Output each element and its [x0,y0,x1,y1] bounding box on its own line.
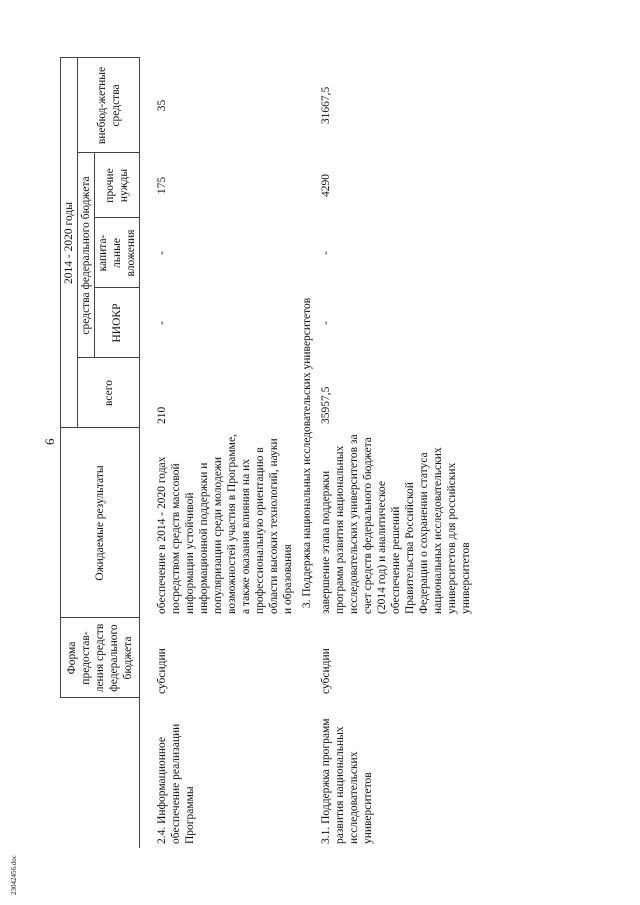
row-extrabudget: 35 [155,99,168,112]
row-capital: - [319,251,332,255]
section-title: 3. Поддержка национальных исследовательских университетов [300,297,313,609]
row-extrabudget: 31667,5 [319,86,332,125]
header-extrabudget: внебюд-жетные средства [78,58,140,153]
row-name: 2.4. Информационное обеспечение реализации Программы [155,723,196,844]
row-result: обеспечение в 2014 - 2020 годах посредством средств массовой информации устойчивой информационной поддержки и популяризации среди молодежи возможностей участия в Программе, а также оказания влияния на их профессиональную ориентацию в области высоких технологий, науки и образования [155,434,294,614]
section-heading-row [296,58,318,848]
document-id: 23042456.doc [10,855,18,895]
header-total: всего [78,358,140,428]
row-capital: - [155,251,168,255]
table-row [154,58,296,848]
header-niokr: НИОКР [95,288,140,358]
table-row [318,58,474,848]
header-capital: капита-льные вложения [95,218,140,288]
header-name-empty [61,698,140,848]
row-total: 210 [155,406,168,424]
row-name: 3.1. Поддержка программ развития национальных исследовательских университетов [319,718,374,844]
row-niokr: - [155,321,168,325]
row-niokr: - [319,321,332,325]
row-other: 4290 [319,174,332,197]
row-total: 35957,5 [319,386,332,424]
header-period: 2014 - 2020 годы [61,58,78,428]
table-header [61,58,140,848]
header-other: прочие нужды [95,153,140,218]
header-results: Ожидаемые результаты [61,428,140,618]
row-other: 175 [155,176,168,195]
header-form: Форма предостав-ления средств федерального бюджета [61,618,140,698]
row-result: завершение этапа поддержки программ развития национальных исследовательских университетов за счет средств федерального бюджета (2014 год) и аналитическое обеспечение решений Правительства Российской Федерации о сохранении статуса национальных исследовательских университетов для российских университетов [319,434,472,614]
page-number: 6 [42,438,57,445]
header-federal-budget: средства федерального бюджета [78,153,95,358]
row-form: субсидии [155,648,168,694]
row-form: субсидии [319,648,332,694]
rotated-page-content [60,58,560,848]
program-measures-table [60,57,474,848]
